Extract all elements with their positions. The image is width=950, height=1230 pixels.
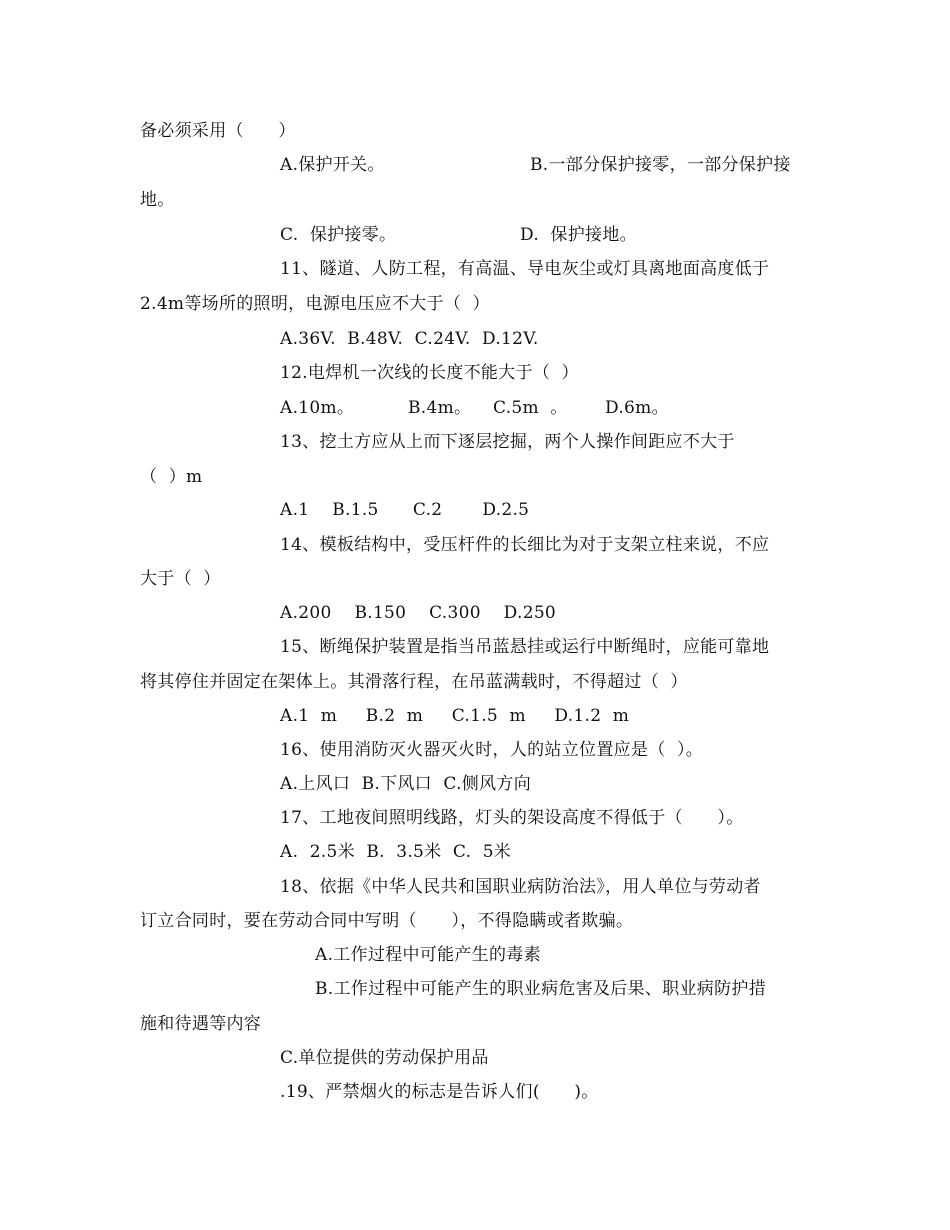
question-15-options: A.1 m B.2 m C.1.5 m D.1.2 m (280, 706, 630, 726)
question-12: 12.电焊机一次线的长度不能大于（ ） (280, 363, 579, 383)
question-11-options: A.36V. B.48V. C.24V. D.12V. (280, 329, 539, 349)
option-a: A.10m。 (280, 398, 355, 418)
question-13-cont: （ ）m (140, 467, 203, 487)
option-b: B.工作过程中可能产生的职业病危害及后果、职业病防护措 (315, 979, 766, 999)
question-19: .19、严禁烟火的标志是告诉人们( )。 (280, 1082, 599, 1102)
option-b: B.4m。 (408, 398, 472, 418)
option-a: A.工作过程中可能产生的毒素 (315, 945, 541, 965)
option-c: C. 保护接零。 (280, 225, 397, 245)
question-16: 16、使用消防灭火器灭火时，人的站立位置应是（ ）。 (280, 740, 704, 760)
question-17-options: A. 2.5米 B. 3.5米 C. 5米 (280, 842, 512, 862)
option-c: C.5m 。 (493, 398, 568, 418)
question-18-cont: 订立合同时，要在劳动合同中写明（ ），不得隐瞒或者欺骗。 (140, 911, 634, 931)
option-b: B.一部分保护接零，一部分保护接 (530, 155, 791, 175)
option-d: D. 保护接地。 (520, 225, 637, 245)
question-15: 15、断绳保护装置是指当吊蓝悬挂或运行中断绳时，应能可靠地 (280, 637, 770, 657)
question-16-options: A.上风口 B.下风口 C.侧风方向 (280, 774, 531, 794)
option-c: C.单位提供的劳动保护用品 (280, 1048, 489, 1068)
option-b-cont: 施和待遇等内容 (140, 1014, 262, 1034)
question-18: 18、依据《中华人民共和国职业病防治法》，用人单位与劳动者 (280, 877, 761, 897)
question-17: 17、工地夜间照明线路，灯头的架设高度不得低于（ ）。 (280, 808, 744, 828)
question-14: 14、模板结构中，受压杆件的长细比为对于支架立柱来说，不应 (280, 535, 770, 555)
question-14-cont: 大于（ ） (140, 569, 221, 589)
question-11-cont: 2.4m等场所的照明，电源电压应不大于（ ） (140, 294, 490, 314)
question-13: 13、挖土方应从上而下逐层挖掘，两个人操作间距应不大于 (280, 432, 735, 452)
option-d: D.6m。 (605, 398, 669, 418)
question-11: 11、隧道、人防工程，有高温、导电灰尘或灯具离地面高度低于 (280, 259, 770, 279)
question-15-cont: 将其停住并固定在架体上。其滑落行程，在吊蓝满载时，不得超过（ ） (140, 672, 688, 692)
text-line: 备必须采用（ ） (140, 121, 296, 141)
question-14-options: A.200 B.150 C.300 D.250 (280, 603, 557, 623)
text-line: 地。 (140, 190, 175, 210)
question-13-options: A.1 B.1.5 C.2 D.2.5 (280, 500, 530, 520)
option-a: A.保护开关。 (280, 155, 385, 175)
